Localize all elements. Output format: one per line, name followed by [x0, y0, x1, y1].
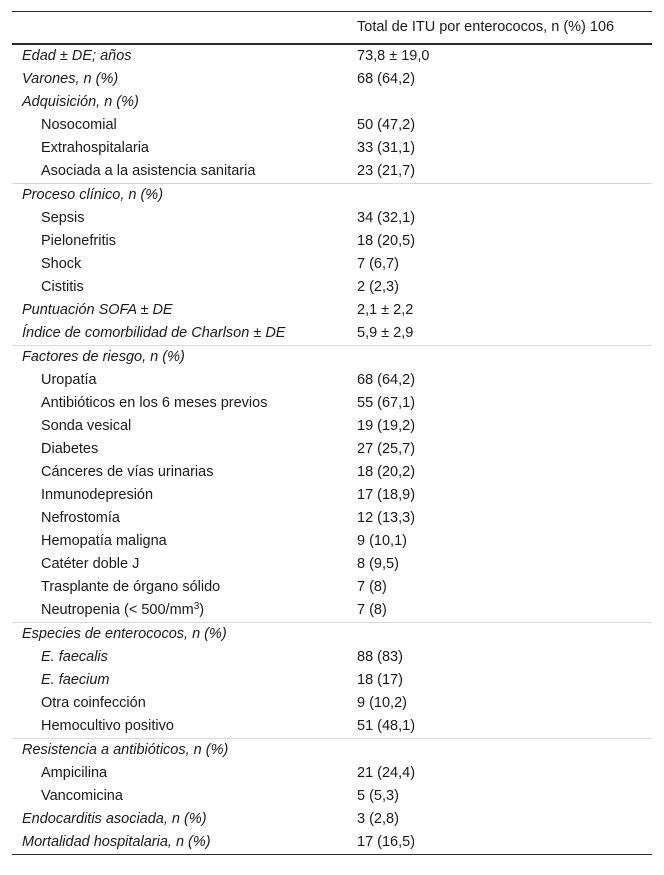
row-value: 68 (64,2)	[357, 71, 416, 87]
row-label: Nosocomial	[41, 117, 117, 133]
section-row	[12, 183, 652, 207]
row-value: 50 (47,2)	[357, 117, 416, 133]
row-value: 21 (24,4)	[357, 765, 416, 781]
row-label-text: Neutropenia (< 500/mm	[41, 602, 194, 618]
row-value: 17 (18,9)	[357, 487, 416, 503]
row-label: Sepsis	[41, 210, 85, 226]
row-value: 7 (8)	[357, 579, 387, 595]
table-row	[12, 369, 652, 392]
row-label: Varones, n (%)	[22, 71, 119, 87]
row-value: 7 (8)	[357, 602, 387, 618]
row-value: 2,1 ± 2,2	[357, 302, 414, 318]
row-label: Nefrostomía	[41, 510, 120, 526]
section-label: Factores de riesgo, n (%)	[22, 349, 185, 365]
row-label: Puntuación SOFA ± DE	[22, 302, 173, 318]
row-label: Pielonefritis	[41, 233, 116, 249]
section-row	[12, 622, 652, 646]
table-row	[12, 692, 652, 715]
table-row	[12, 392, 652, 415]
table-row	[12, 299, 652, 322]
row-value: 19 (19,2)	[357, 418, 416, 434]
row-value: 2 (2,3)	[357, 279, 399, 295]
table-row	[12, 45, 652, 68]
section-row	[12, 91, 652, 114]
row-label: Extrahospitalaria	[41, 140, 149, 156]
row-value: 18 (20,2)	[357, 464, 416, 480]
row-label: Catéter doble J	[41, 556, 140, 572]
table-row	[12, 461, 652, 484]
row-label: Edad ± DE; años	[22, 48, 132, 64]
section-label: Proceso clínico, n (%)	[22, 187, 164, 203]
table-row	[12, 530, 652, 553]
table-row	[12, 230, 652, 253]
row-value: 18 (20,5)	[357, 233, 416, 249]
section-label: Especies de enterococos, n (%)	[22, 626, 227, 642]
section-label: Resistencia a antibióticos, n (%)	[22, 742, 229, 758]
row-label: Asociada a la asistencia sanitaria	[41, 163, 256, 179]
row-value: 23 (21,7)	[357, 163, 416, 179]
row-value: 51 (48,1)	[357, 718, 416, 734]
table-row	[12, 507, 652, 530]
table-row	[12, 669, 652, 692]
row-value: 5,9 ± 2,9	[357, 325, 414, 341]
row-label: Cánceres de vías urinarias	[41, 464, 214, 480]
row-label: Hemopatía maligna	[41, 533, 167, 549]
row-label: Inmunodepresión	[41, 487, 154, 503]
row-label: Diabetes	[41, 441, 99, 457]
superscript: 3	[193, 601, 200, 612]
table-row	[12, 415, 652, 438]
table-row	[12, 253, 652, 276]
table-row	[12, 785, 652, 808]
row-label: Antibióticos en los 6 meses previos	[41, 395, 268, 411]
table-row	[12, 276, 652, 299]
row-value: 73,8 ± 19,0	[357, 48, 430, 64]
row-label: Cistitis	[41, 279, 84, 295]
table-row	[12, 808, 652, 831]
table-row	[12, 114, 652, 137]
table-row	[12, 576, 652, 599]
table-row	[12, 68, 652, 91]
table-row	[12, 762, 652, 785]
data-table	[12, 11, 652, 855]
row-value: 68 (64,2)	[357, 372, 416, 388]
section-row	[12, 345, 652, 369]
row-value: 88 (83)	[357, 649, 403, 665]
table-row	[12, 207, 652, 230]
row-label: Trasplante de órgano sólido	[41, 579, 221, 595]
row-label: Ampicilina	[41, 765, 108, 781]
table-row	[12, 599, 652, 622]
row-value: 9 (10,1)	[357, 533, 407, 549]
table-header	[12, 12, 652, 45]
row-label: E. faecium	[41, 672, 110, 688]
table-row	[12, 322, 652, 345]
row-value: 27 (25,7)	[357, 441, 416, 457]
row-value: 3 (2,8)	[357, 811, 399, 827]
table-row	[12, 553, 652, 576]
row-label-tail: )	[199, 602, 205, 618]
table-row	[12, 438, 652, 461]
row-value: 9 (10,2)	[357, 695, 407, 711]
row-label: Hemocultivo positivo	[41, 718, 174, 734]
row-label	[41, 602, 204, 618]
row-label: Endocarditis asociada, n (%)	[22, 811, 207, 827]
section-row	[12, 738, 652, 762]
row-value: 7 (6,7)	[357, 256, 399, 272]
row-label: Sonda vesical	[41, 418, 132, 434]
row-value: 34 (32,1)	[357, 210, 416, 226]
table-row	[12, 646, 652, 669]
row-label: Índice de comorbilidad de Charlson ± DE	[22, 325, 286, 341]
row-value: 17 (16,5)	[357, 834, 416, 850]
table-row	[12, 715, 652, 738]
row-value: 12 (13,3)	[357, 510, 416, 526]
section-label: Adquisición, n (%)	[22, 94, 139, 110]
table-row	[12, 831, 652, 854]
row-value: 18 (17)	[357, 672, 403, 688]
row-value: 8 (9,5)	[357, 556, 399, 572]
row-label: E. faecalis	[41, 649, 108, 665]
table-row	[12, 484, 652, 507]
header-value-column: Total de ITU por enterococos, n (%) 106	[357, 19, 615, 35]
table-row	[12, 160, 652, 183]
row-label: Mortalidad hospitalaria, n (%)	[22, 834, 211, 850]
row-label: Vancomicina	[41, 788, 123, 804]
row-label: Uropatía	[41, 372, 97, 388]
row-label: Shock	[41, 256, 82, 272]
table-row	[12, 137, 652, 160]
row-value: 55 (67,1)	[357, 395, 416, 411]
row-value: 5 (5,3)	[357, 788, 399, 804]
row-value: 33 (31,1)	[357, 140, 416, 156]
row-label: Otra coinfección	[41, 695, 146, 711]
